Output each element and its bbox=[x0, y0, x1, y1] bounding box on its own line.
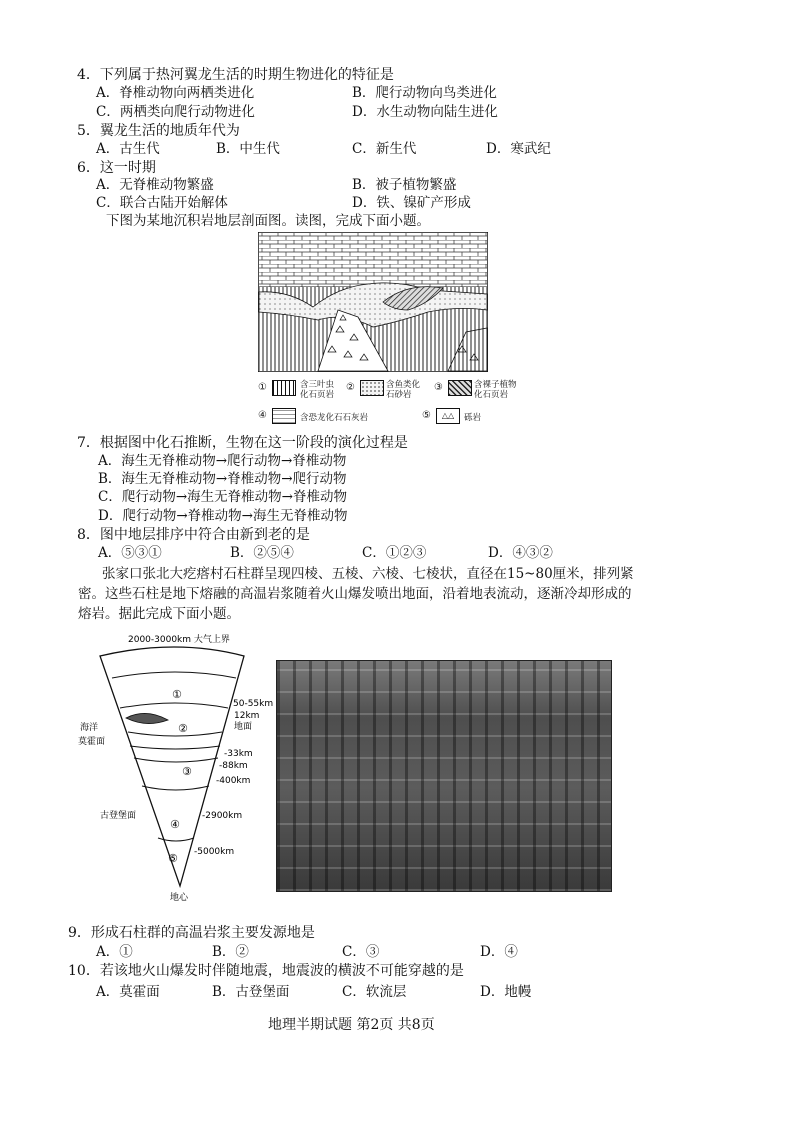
diagram-moho-label: 莫霍面 bbox=[78, 737, 106, 747]
legend-num-1: ① bbox=[258, 382, 267, 393]
q8-option-d[interactable]: D．④③② bbox=[488, 545, 553, 561]
q5-option-a[interactable]: A．古生代 bbox=[96, 141, 160, 157]
q9-option-b[interactable]: B．② bbox=[212, 944, 249, 960]
q6-option-d[interactable]: D．铁、镍矿产形成 bbox=[352, 195, 471, 211]
legend-num-4: ④ bbox=[258, 410, 267, 421]
diagram-circle-3: ③ bbox=[182, 765, 192, 778]
diagram-ocean-label: 海洋 bbox=[80, 723, 99, 733]
q4-option-b[interactable]: B．爬行动物向鸟类进化 bbox=[352, 85, 497, 101]
diagram-gutenberg-label: 古登堡面 bbox=[100, 811, 137, 821]
q9-option-a[interactable]: A．① bbox=[96, 944, 133, 960]
q5-option-b[interactable]: B．中生代 bbox=[216, 141, 280, 157]
q5-option-d[interactable]: D．寒武纪 bbox=[486, 141, 551, 157]
legend-label-2a: 含鱼类化 bbox=[386, 380, 421, 390]
q8-option-a[interactable]: A．⑤③① bbox=[98, 545, 162, 561]
diagram-depth-5: -400km bbox=[216, 776, 251, 786]
q8-stem: 8．图中地层排序中符合由新到老的是 bbox=[77, 527, 310, 543]
q5-option-c[interactable]: C．新生代 bbox=[352, 141, 417, 157]
diagram-core-label: 地心 bbox=[170, 893, 189, 903]
q4-option-c[interactable]: C．两栖类向爬行动物进化 bbox=[96, 104, 255, 120]
diagram-depth-1: 50-55km bbox=[233, 699, 274, 709]
figure1-intro: 下图为某地沉积岩地层剖面图。读图，完成下面小题。 bbox=[106, 213, 430, 229]
q7-option-b[interactable]: B．海生无脊椎动物→脊椎动物→爬行动物 bbox=[98, 471, 347, 487]
legend-num-3: ③ bbox=[434, 382, 443, 393]
q6-option-b[interactable]: B．被子植物繁盛 bbox=[352, 177, 457, 193]
legend-label-1b: 化石页岩 bbox=[300, 390, 335, 400]
diagram-circle-4: ④ bbox=[170, 818, 180, 831]
q10-stem: 10．若该地火山爆发时伴随地震，地震波的横波不可能穿越的是 bbox=[68, 963, 464, 979]
legend-label-3a: 含裸子植物 bbox=[474, 380, 517, 390]
legend-label-3b: 化石页岩 bbox=[474, 390, 509, 400]
q8-option-c[interactable]: C．①②③ bbox=[362, 545, 427, 561]
legend-label-4: 含恐龙化石石灰岩 bbox=[300, 413, 369, 423]
q9-option-d[interactable]: D．④ bbox=[480, 944, 518, 960]
legend-label-5: 砾岩 bbox=[464, 413, 482, 423]
diagram-circle-5: ⑤ bbox=[168, 852, 178, 865]
diagram-depth-3: -33km bbox=[224, 749, 253, 759]
q10-option-d[interactable]: D．地幔 bbox=[480, 984, 532, 1000]
q7-option-d[interactable]: D．爬行动物→脊椎动物→海生无脊椎动物 bbox=[98, 508, 348, 524]
legend-swatch-1 bbox=[272, 380, 296, 396]
stone-columns-photo bbox=[276, 660, 612, 892]
legend-swatch-3 bbox=[448, 380, 472, 396]
page-footer: 地理半期试题 第2页 共8页 bbox=[268, 1017, 435, 1033]
passage-stone-columns: 张家口张北大疙瘩村石柱群呈现四棱、五棱、六棱、七棱状，直径在15~80厘米，排列紧密。这些石柱是地下熔融的高温岩浆随着火山爆发喷出地面，沿着地表流动，逐渐冷却形成的熔岩。据此完成下面小题。 bbox=[78, 566, 634, 622]
q4-option-a[interactable]: A．脊椎动物向两栖类进化 bbox=[96, 85, 255, 101]
diagram-depth-4: -88km bbox=[219, 761, 248, 771]
q6-option-a[interactable]: A．无脊椎动物繁盛 bbox=[96, 177, 214, 193]
strata-legend bbox=[258, 378, 538, 428]
q9-stem: 9．形成石柱群的高温岩浆主要发源地是 bbox=[68, 925, 315, 941]
q6-stem: 6．这一时期 bbox=[77, 160, 156, 176]
q7-option-c[interactable]: C．爬行动物→海生无脊椎动物→脊椎动物 bbox=[98, 489, 347, 505]
legend-num-5: ⑤ bbox=[422, 410, 431, 421]
legend-num-2: ② bbox=[346, 382, 355, 393]
diagram-depth-2: 12km bbox=[234, 711, 260, 721]
legend-swatch-2 bbox=[360, 380, 384, 396]
q8-option-b[interactable]: B．②⑤④ bbox=[230, 545, 294, 561]
diagram-depth-7: -5000km bbox=[194, 847, 235, 857]
diagram-depth-6: -2900km bbox=[202, 811, 243, 821]
q10-option-a[interactable]: A．莫霍面 bbox=[96, 984, 160, 1000]
diagram-circle-1: ① bbox=[172, 688, 182, 701]
earth-layers-diagram bbox=[76, 628, 276, 908]
q5-stem: 5．翼龙生活的地质年代为 bbox=[77, 123, 240, 139]
strata-cross-section bbox=[258, 232, 488, 372]
diagram-ground-label: 地面 bbox=[234, 722, 253, 732]
q10-option-b[interactable]: B．古登堡面 bbox=[212, 984, 290, 1000]
legend-label-1a: 含三叶虫 bbox=[300, 380, 335, 390]
q4-stem: 4．下列属于热河翼龙生活的时期生物进化的特征是 bbox=[77, 67, 394, 83]
q6-option-c[interactable]: C．联合古陆开始解体 bbox=[96, 195, 228, 211]
q4-option-d[interactable]: D．水生动物向陆生进化 bbox=[352, 104, 498, 120]
legend-swatch-5: △△ bbox=[436, 408, 460, 424]
q10-option-c[interactable]: C．软流层 bbox=[342, 984, 407, 1000]
diagram-circle-2: ② bbox=[178, 722, 188, 735]
q7-stem: 7．根据图中化石推断，生物在这一阶段的演化过程是 bbox=[77, 435, 408, 451]
q9-option-c[interactable]: C．③ bbox=[342, 944, 380, 960]
legend-label-2b: 石砂岩 bbox=[386, 390, 412, 400]
legend-swatch-4 bbox=[272, 408, 296, 424]
diagram-top-label: 2000-3000km 大气上界 bbox=[128, 635, 230, 645]
q7-option-a[interactable]: A．海生无脊椎动物→爬行动物→脊椎动物 bbox=[98, 453, 347, 469]
